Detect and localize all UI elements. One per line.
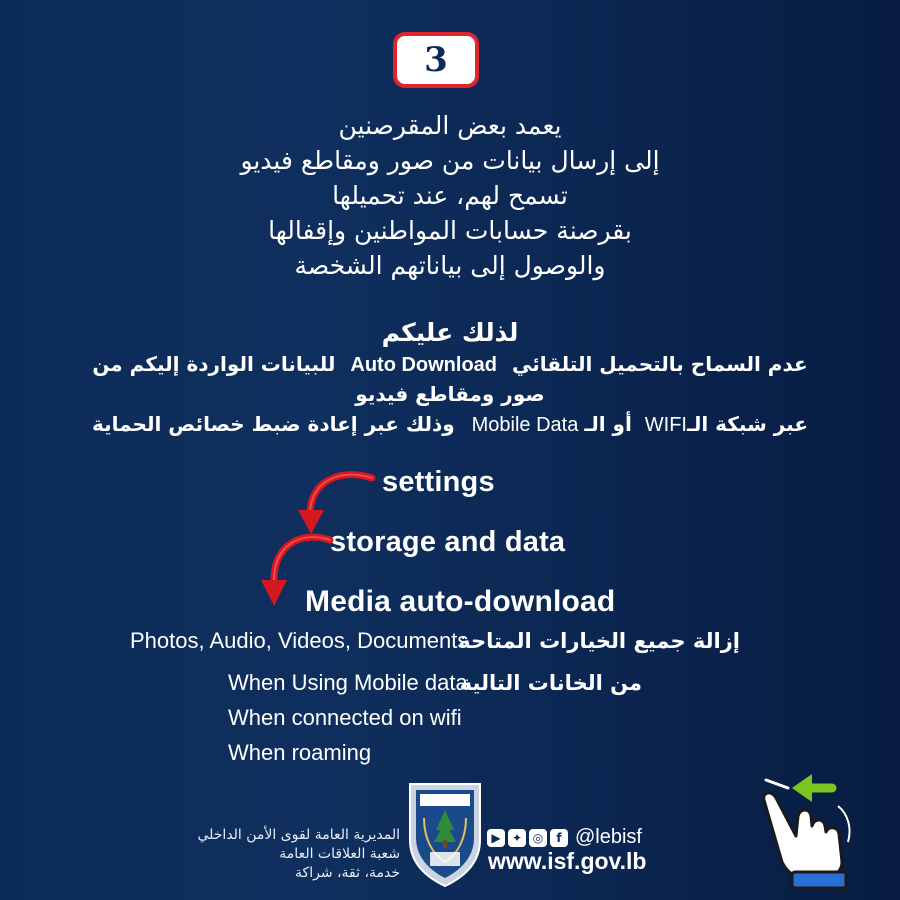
intro-line: إلى إرسال بيانات من صور ومقاطع فيديو	[240, 146, 660, 175]
org-slogan: خدمة، ثقة، شراكة	[295, 865, 400, 881]
instagram-icon[interactable]: ◎	[529, 829, 547, 847]
warning-text: أو الـ	[584, 412, 632, 436]
option-wifi: When connected on wifi	[228, 705, 462, 730]
org-department: شعبة العلاقات العامة	[279, 846, 400, 862]
step-storage-and-data: storage and data	[330, 526, 566, 558]
warning-text: للبيانات الواردة إليكم من	[92, 352, 336, 376]
youtube-icon[interactable]: ▶	[487, 829, 505, 847]
organization-info	[180, 826, 400, 883]
social-handle[interactable]: @lebisf	[575, 826, 642, 848]
intro-paragraph	[150, 108, 750, 283]
intro-line: يعمد بعض المقرصنين	[338, 111, 562, 140]
twitter-icon[interactable]: ✦	[508, 829, 526, 847]
step-media-auto-download: Media auto-download	[305, 585, 616, 618]
step-number-badge	[393, 32, 479, 88]
mobile-data-label: Mobile Data	[471, 414, 579, 436]
pointing-hand-icon	[748, 770, 860, 890]
website-link[interactable]: www.isf.gov.lb	[488, 848, 647, 874]
intro-line: والوصول إلى بياناتهم الشخصة	[294, 251, 606, 280]
intro-line: تسمح لهم، عند تحميلها	[332, 181, 568, 210]
org-name: المديرية العامة لقوى الأمن الداخلي	[197, 827, 400, 843]
warning-text: وذلك عبر إعادة ضبط خصائص الحماية	[91, 412, 455, 436]
warning-text: عدم السماح بالتحميل التلقائي	[511, 352, 808, 376]
from-boxes-text: من الخانات التالية	[459, 671, 642, 695]
step-number: 3	[424, 40, 448, 80]
remove-options-text: إزالة جميع الخيارات المتاحة	[458, 629, 740, 653]
options-list-text: Photos, Audio, Videos, Documents	[130, 628, 469, 653]
curved-arrow-icon	[256, 528, 336, 614]
warning-line-3	[40, 412, 860, 437]
auto-download-label: Auto Download	[350, 354, 498, 376]
wifi-label: WIFI	[644, 414, 687, 436]
step-settings: settings	[382, 466, 495, 498]
option-mobile-data: When Using Mobile data	[228, 670, 468, 695]
social-media-row	[487, 826, 642, 849]
intro-line: بقرصنة حسابات المواطنين وإقفالها	[268, 216, 632, 245]
warning-line-1	[40, 352, 860, 377]
isf-logo	[406, 778, 484, 888]
facebook-icon[interactable]: f	[550, 829, 568, 847]
warning-line-2: صور ومقاطع فيديو	[355, 382, 545, 406]
warning-text: عبر شبكة الـ	[687, 412, 808, 436]
warning-heading: لذلك عليكم	[381, 318, 519, 347]
option-roaming: When roaming	[228, 740, 372, 765]
